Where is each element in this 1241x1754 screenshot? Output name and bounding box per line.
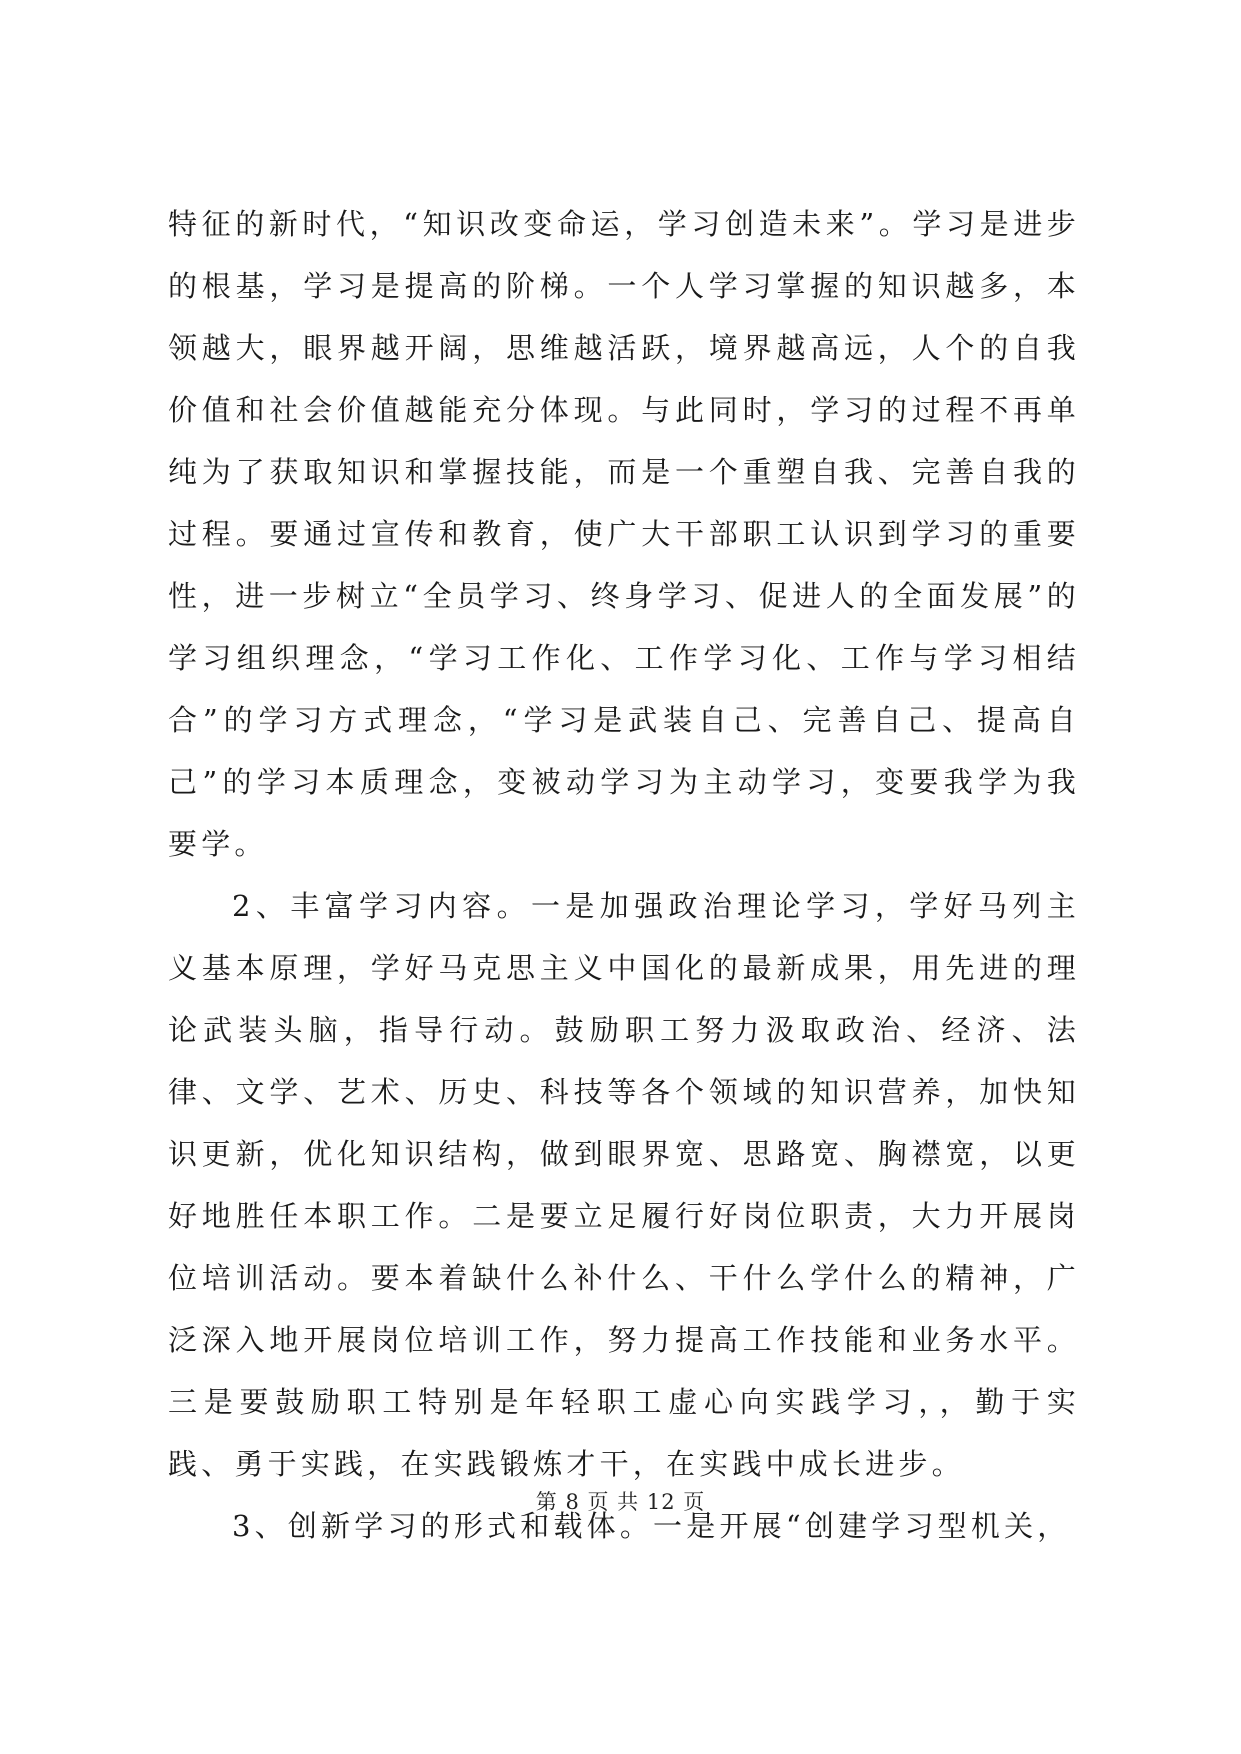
page-number-footer: 第 8 页 共 12 页 [535,1490,706,1514]
paragraph-continued: 特征的新时代，“知识改变命运，学习创造未来”。学习是进步的根基，学习是提高的阶梯。一个人学习掌握的知识越多，本领越大，眼界越开阔，思维越活跃，境界越高远，人个的自我价值和社会价值越能充分体现。与此同时，学习的过程不再单纯为了获取知识和掌握技能，而是一个重塑自我、完善自我的过程。要通过宣传和教育，使广大干部职工认识到学习的重要性，进一步树立“全员学习、终身学习、促进人的全面发展”的学习组织理念，“学习工作化、工作学习化、工作与学习相结合”的学习方式理念，“学习是武装自己、完善自己、提高自己”的学习本质理念，变被动学习为主动学习，变要我学为我要学。 [168,207,1080,861]
paragraph-innovate-learning-forms: 3、创新学习的形式和载体。一是开展“创建学习型机关， [232,1509,1071,1543]
document-body [168,193,1080,1557]
paragraph-enrich-learning-content: 2、丰富学习内容。一是加强政治理论学习，学好马列主义基本原理，学好马克思主义中国化的最新成果，用先进的理论武装头脑，指导行动。鼓励职工努力汲取政治、经济、法律、文学、艺术、历史、科技等各个领域的知识营养，加快知识更新，优化知识结构，做到眼界宽、思路宽、胸襟宽，以更好地胜任本职工作。二是要立足履行好岗位职责，大力开展岗位培训活动。要本着缺什么补什么、干什么学什么的精神，广泛深入地开展岗位培训工作，努力提高工作技能和业务水平。三是要鼓励职工特别是年轻职工虚心向实践学习，，勤于实践、勇于实践，在实践锻炼才干，在实践中成长进步。 [168,889,1080,1481]
